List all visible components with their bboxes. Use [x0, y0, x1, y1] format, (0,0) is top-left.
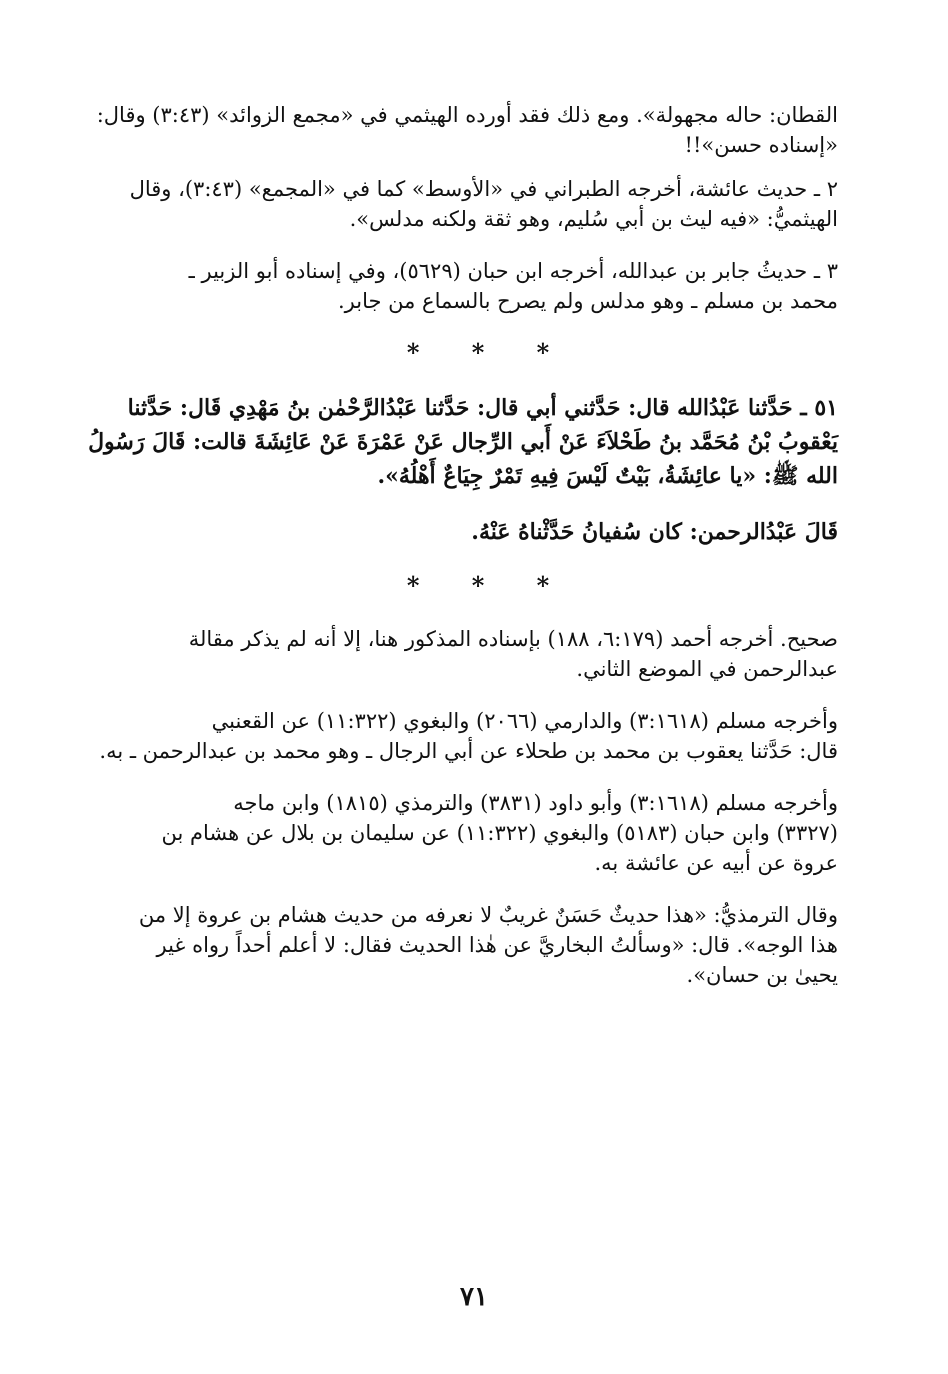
text-line: وقال الترمذيُّ: «هذا حديثٌ حَسَنٌ غريبٌ لا نعرفه من حديث هشام بن عروة إلا من	[138, 903, 838, 927]
text-line: قال: حَدَّثنا يعقوب بن محمد بن طحلاء عن أبي الرجال ـ وهو محمد بن عبدالرحمن ـ به.	[99, 739, 838, 763]
paragraph-muslim-qanabi	[99, 706, 838, 766]
text-line: صحيح. أخرجه أحمد (٦:١٧٩، ١٨٨) بإسناده المذكور هنا، إلا أنه لم يذكر مقالة	[188, 627, 838, 651]
text-line: وأخرجه مسلم (٣:١٦١٨) والدارمي (٢٠٦٦) والبغوي (١١:٣٢٢) عن القعنبي	[211, 709, 838, 733]
paragraph-qattan	[96, 100, 838, 160]
text-line: (٣٣٢٧) وابن حبان (٥١٨٣) والبغوي (١١:٣٢٢) عن سليمان بن بلال عن هشام بن	[161, 821, 838, 845]
paragraph-sahih	[118, 624, 838, 684]
hadith-51-note	[118, 515, 838, 549]
hadith-line: ٥١ ـ حَدَّثنا عَبْدُالله قال: حَدَّثني أبي قال: حَدَّثنا عَبْدُالرَّحْمٰن بنُ مَهْدِي قَال: حَدَّثنا	[127, 395, 838, 421]
text-line: ٣ ـ حديثُ جابر بن عبدالله، أخرجه ابن حبان (٥٦٢٩)، وفي إسناده أبو الزبير ـ	[188, 259, 838, 283]
text-line: محمد بن مسلم ـ وهو مدلس ولم يصرح بالسماع من جابر.	[337, 289, 838, 313]
text-line: الهيثميُّ: «فيه ليث بن أبي سُليم، وهو ثقة ولكنه مدلس».	[349, 207, 838, 231]
text-line: عروة عن أبيه عن عائشة به.	[594, 851, 838, 875]
hadith-line: يَعْقوبُ بْنُ مُحَمَّد بنُ طَحْلاَءَ عَنْ أَبي الرِّجال عَنْ عَمْرَةَ عَنْ عَائِشَةَ قالت: قَالَ رَسُولُ	[88, 429, 838, 455]
text-line: وأخرجه مسلم (٣:١٦١٨) وأبو داود (٣٨٣١) والترمذي (١٨١٥) وابن ماجه	[233, 791, 838, 815]
section-separator: * * *	[406, 571, 572, 600]
paragraph-tirmidhi	[118, 900, 838, 990]
paragraph-muslim-sulayman	[118, 788, 838, 878]
paragraph-aisha-hadith	[118, 174, 838, 234]
text-line: هذا الوجه». قال: «وسألتُ البخاريَّ عن هٰذا الحديث فقال: لا أعلم أحداً رواه غير	[156, 933, 838, 957]
hadith-line: الله ﷺ: «يا عائِشَةُ، بَيْتٌ لَيْسَ فِيهِ تَمْرٌ جِيَاعٌ أَهْلُهُ».	[377, 463, 838, 489]
section-separator: * * *	[406, 338, 572, 367]
text-line: عبدالرحمن في الموضع الثاني.	[576, 657, 838, 681]
text-line: القطان: حاله مجهولة». ومع ذلك فقد أورده الهيثمي في «مجمع الزوائد» (٣:٤٣) وقال:	[96, 103, 838, 127]
text-line: ٢ ـ حديث عائشة، أخرجه الطبراني في «الأوسط» كما في «المجمع» (٣:٤٣)، وقال	[129, 177, 838, 201]
paragraph-jabir-hadith	[118, 256, 838, 316]
hadith-line: قَالَ عَبْدُالرحمن: كان سُفيانُ حَدَّثْناهُ عَنْهُ.	[471, 519, 838, 545]
hadith-51	[88, 391, 838, 493]
page-body	[88, 100, 838, 1012]
page-number: ٧١	[460, 1282, 488, 1312]
text-line: يحيىٰ بن حسان».	[686, 963, 838, 987]
text-line: «إسناده حسن»!!	[684, 133, 838, 157]
